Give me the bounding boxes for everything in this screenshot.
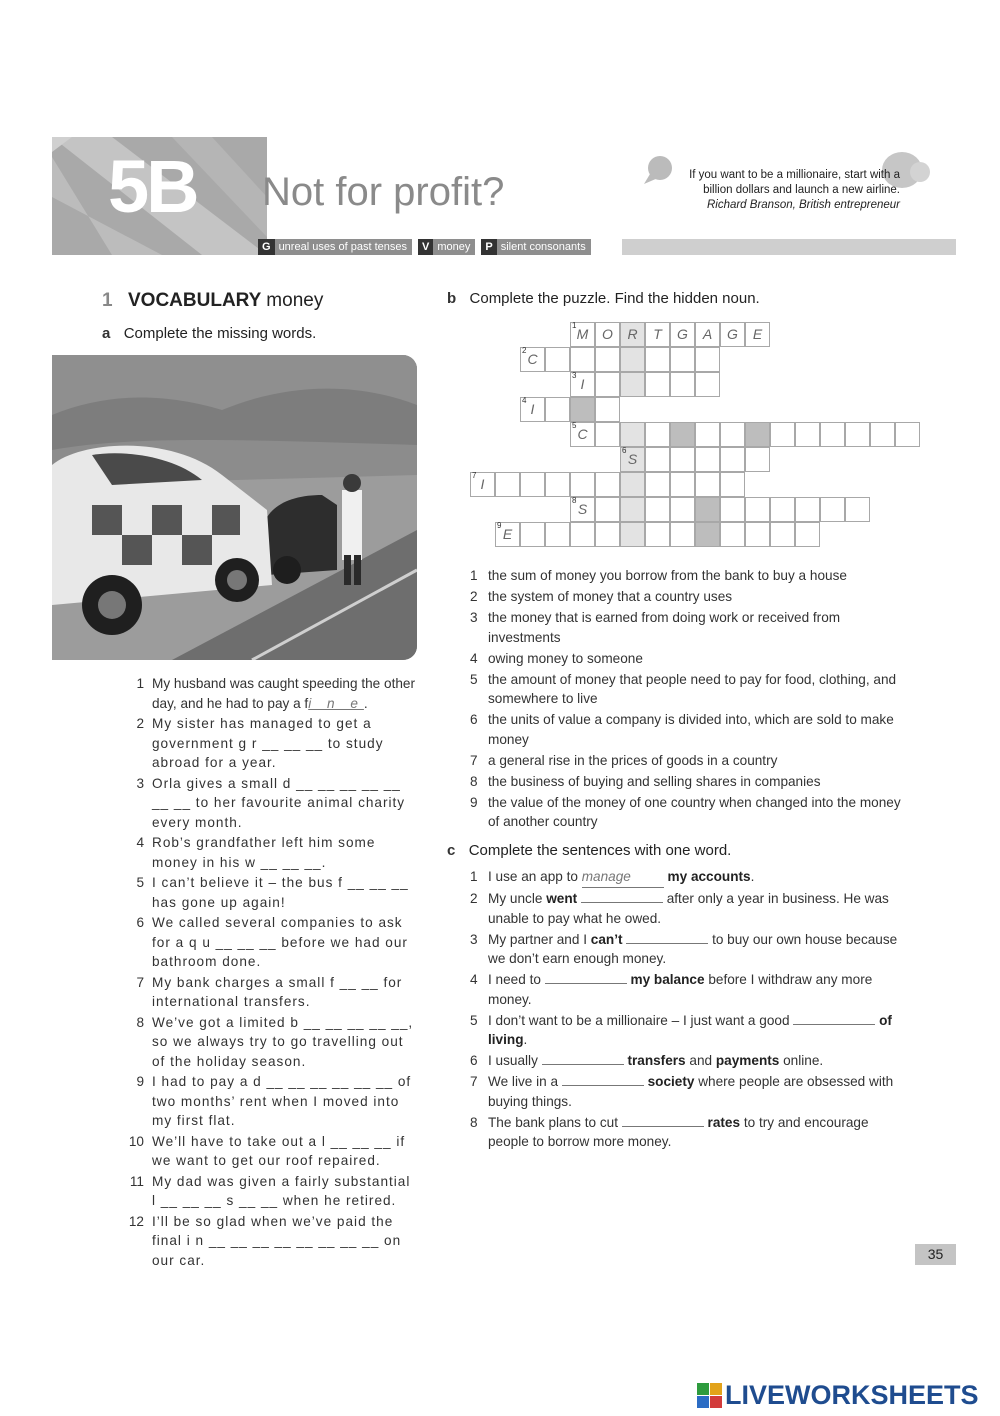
- crossword-cell[interactable]: [745, 522, 770, 547]
- section-title-rest: money: [266, 290, 324, 311]
- given-letter: M: [576, 326, 589, 342]
- crossword-cell[interactable]: [795, 522, 820, 547]
- sentence-end: where people are obsessed with buying things.: [488, 1074, 894, 1109]
- sentence-item: [470, 970, 910, 1009]
- crossword-cell[interactable]: [770, 422, 795, 447]
- tag-grammar: [258, 239, 412, 255]
- crossword-cell[interactable]: [670, 447, 695, 472]
- crossword-cell[interactable]: [595, 497, 620, 522]
- crossword-cell[interactable]: [720, 322, 745, 347]
- clue-item: [470, 608, 910, 647]
- clue-item: [470, 710, 910, 749]
- quote-line: If you want to be a millionaire, start with a: [689, 169, 900, 181]
- item-number: 5: [470, 1012, 478, 1028]
- answer-blank[interactable]: [793, 1011, 875, 1025]
- item-ending: .: [363, 695, 368, 711]
- given-letter: I: [530, 401, 535, 417]
- crossword-cell[interactable]: [620, 322, 645, 347]
- crossword-cell[interactable]: [745, 447, 770, 472]
- crossword-cell[interactable]: [545, 347, 570, 372]
- clue-number: 8: [572, 496, 577, 505]
- part-instruction: Complete the sentences with one word.: [468, 842, 732, 859]
- item-number: 9: [136, 1074, 144, 1089]
- crossword-cell[interactable]: [645, 322, 670, 347]
- item-sentence[interactable]: We called several companies to ask for a q u __ __ __ before we had our bathroom done.: [152, 915, 408, 969]
- item-sentence[interactable]: Rob’s grandfather left him some money in his w __ __ __.: [152, 835, 376, 870]
- item-number: 3: [470, 931, 478, 947]
- clue-number: 2: [522, 346, 527, 355]
- clue-number: 6: [622, 446, 627, 455]
- clue-text: the money that is earned from doing work or received from investments: [488, 610, 841, 645]
- crossword-cell[interactable]: [620, 497, 645, 522]
- crossword-cell[interactable]: [620, 422, 645, 447]
- item-number: 4: [136, 835, 144, 850]
- item-sentence[interactable]: We’ve got a limited b __ __ __ __ __, so we always try to go travelling out of the holiday season.: [152, 1014, 414, 1069]
- crossword-cell[interactable]: [645, 347, 670, 372]
- crossword-cell[interactable]: [770, 497, 795, 522]
- part-c-list: [470, 867, 910, 1153]
- crossword-cell[interactable]: [570, 347, 595, 372]
- section-number: 1: [102, 290, 113, 311]
- item-sentence[interactable]: My dad was given a fairly substantial l __ __ __ s __ __ when he retired.: [152, 1173, 411, 1208]
- keyword: can’t: [590, 931, 623, 947]
- answer-blank[interactable]: [562, 1072, 644, 1086]
- police-car-photo: [52, 355, 417, 660]
- item-number: 8: [470, 1114, 478, 1130]
- item-number: 7: [136, 974, 144, 990]
- clue-text: the sum of money you borrow from the bank to buy a house: [488, 568, 847, 583]
- crossword-cell[interactable]: [695, 347, 720, 372]
- crossword-cell[interactable]: [520, 522, 545, 547]
- page-title: Not for profit?: [262, 170, 505, 214]
- keyword: society: [647, 1074, 695, 1089]
- given-letter: I: [580, 376, 585, 392]
- item-number: 5: [136, 875, 144, 890]
- crossword-cell[interactable]: [620, 372, 645, 397]
- clue-text: the business of buying and selling shares in companies: [488, 773, 821, 789]
- crossword-cell[interactable]: [695, 522, 720, 547]
- page-number: 35: [915, 1244, 956, 1265]
- example-answer: manage: [582, 867, 664, 888]
- answer-blank[interactable]: [542, 1051, 624, 1065]
- item-number: 8: [136, 1014, 144, 1030]
- keyword: my accounts: [667, 869, 751, 884]
- sentence-start: I usually: [488, 1053, 538, 1068]
- clue-number: 8: [470, 773, 478, 789]
- list-item[interactable]: [118, 1212, 418, 1271]
- crossword-clues: [470, 566, 910, 833]
- crossword-cell[interactable]: [645, 497, 670, 522]
- clue-item: [470, 793, 910, 832]
- keyword: went: [546, 891, 578, 906]
- crossword-cell[interactable]: [645, 522, 670, 547]
- example-answer: i n e: [308, 695, 364, 711]
- item-sentence[interactable]: My bank charges a small f __ __ for international transfers.: [152, 974, 403, 1009]
- given-letter: R: [627, 326, 638, 342]
- crossword-cell[interactable]: [695, 472, 720, 497]
- item-text: [152, 674, 418, 713]
- crossword-cell[interactable]: [620, 522, 645, 547]
- sentence-item: [470, 889, 910, 928]
- crossword-cell[interactable]: [695, 372, 720, 397]
- crossword-cell[interactable]: [595, 322, 620, 347]
- given-letter: S: [627, 451, 638, 467]
- crossword-cell[interactable]: [695, 422, 720, 447]
- crossword-cell[interactable]: [720, 422, 745, 447]
- tag-pronunciation: [481, 239, 590, 255]
- item-number: 1: [136, 676, 144, 691]
- section-title: [128, 290, 323, 312]
- part-a-heading: [102, 325, 316, 343]
- answer-blank[interactable]: [622, 1113, 704, 1127]
- tag-key: P: [481, 239, 496, 255]
- liveworksheets-logo-icon: [697, 1383, 723, 1409]
- sentence-mid: and: [689, 1053, 713, 1068]
- crossword-cell[interactable]: [645, 422, 670, 447]
- sentence-item: [470, 867, 910, 888]
- keyword: rates: [707, 1114, 741, 1130]
- clue-item: [470, 772, 910, 792]
- item-number: 7: [470, 1074, 478, 1089]
- clue-number: 1: [572, 321, 577, 330]
- clue-text: the units of value a company is divided into, which are sold to make money: [488, 712, 894, 747]
- given-letter: C: [527, 351, 538, 367]
- quote-line: billion dollars and launch a new airline.: [703, 184, 900, 196]
- list-item[interactable]: [118, 714, 418, 773]
- part-c-heading: [447, 842, 731, 860]
- clue-number: 5: [572, 421, 577, 430]
- brand-logo: [697, 1382, 979, 1409]
- crossword-cell[interactable]: [570, 372, 595, 397]
- clue-item: [470, 649, 910, 669]
- sentence-start: We live in a: [488, 1074, 559, 1089]
- list-item[interactable]: [118, 913, 418, 972]
- item-number: 2: [136, 716, 144, 731]
- clue-number: 5: [470, 671, 478, 687]
- part-a-list: [118, 674, 418, 1271]
- crossword-cell[interactable]: [545, 472, 570, 497]
- given-letter: E: [502, 526, 513, 542]
- unit-number: 5B: [108, 145, 197, 228]
- crossword-cell[interactable]: [620, 472, 645, 497]
- section-title-bold: VOCABULARY: [128, 290, 262, 311]
- crossword-cell[interactable]: [520, 472, 545, 497]
- crossword-cell[interactable]: [570, 322, 595, 347]
- item-sentence[interactable]: My sister has managed to get a government g r __ __ __ to study abroad for a year.: [152, 716, 384, 770]
- crossword-cell[interactable]: [720, 522, 745, 547]
- crossword-cell[interactable]: [670, 322, 695, 347]
- answer-blank[interactable]: [545, 970, 627, 984]
- crossword-cell[interactable]: [595, 472, 620, 497]
- item-sentence: My husband was caught speeding the other day, and he had to pay a f: [152, 676, 415, 711]
- crossword-cell[interactable]: [820, 422, 845, 447]
- crossword-cell[interactable]: [795, 422, 820, 447]
- sentence-start: I use an app to: [488, 869, 578, 884]
- crossword-cell[interactable]: [620, 347, 645, 372]
- item-number: 12: [128, 1213, 144, 1229]
- crossword-cell[interactable]: [595, 372, 620, 397]
- list-item[interactable]: [118, 1172, 418, 1211]
- answer-blank[interactable]: [626, 930, 708, 944]
- clue-text: a general rise in the prices of goods in a country: [488, 752, 778, 768]
- sentence-start: I don’t want to be a millionaire – I just want a good: [488, 1012, 790, 1028]
- sentence-start: I need to: [488, 972, 541, 987]
- given-letter: S: [577, 501, 588, 517]
- given-letter: G: [677, 326, 688, 342]
- list-item[interactable]: [118, 1072, 418, 1131]
- list-item[interactable]: [118, 774, 418, 833]
- sentence-end: .: [750, 869, 755, 884]
- item-number: 6: [136, 915, 144, 930]
- sentence-start: My uncle: [488, 891, 543, 906]
- crossword-cell[interactable]: [645, 447, 670, 472]
- crossword-cell[interactable]: [595, 422, 620, 447]
- sentence-end: to buy our own house because we don’t earn enough money.: [488, 931, 898, 966]
- crossword-cell[interactable]: [670, 497, 695, 522]
- sentence-end: to try and encourage people to borrow more money.: [488, 1114, 869, 1149]
- clue-number: 3: [572, 371, 577, 380]
- crossword-cell[interactable]: [595, 522, 620, 547]
- clue-text: the value of the money of one country when changed into the money of another country: [488, 794, 901, 829]
- crossword-cell[interactable]: [670, 347, 695, 372]
- sentence-end: before I withdraw any more money.: [488, 972, 873, 1007]
- given-letter: G: [727, 326, 738, 342]
- part-b-heading: [447, 290, 760, 308]
- part-instruction: Complete the missing words.: [123, 325, 317, 342]
- crossword-cell[interactable]: [745, 422, 770, 447]
- tag-label: silent consonants: [500, 241, 586, 253]
- item-number: 1: [470, 869, 478, 884]
- tag-key: G: [258, 239, 275, 255]
- clue-item: [470, 751, 910, 771]
- item-sentence[interactable]: I’ll be so glad when we’ve paid the final i n __ __ __ __ __ __ __ __ on our car.: [152, 1213, 402, 1268]
- clue-number: 7: [472, 471, 477, 480]
- crossword-cell[interactable]: [720, 472, 745, 497]
- crossword-cell[interactable]: [645, 372, 670, 397]
- part-instruction: Complete the puzzle. Find the hidden noun.: [469, 290, 760, 307]
- crossword-cell[interactable]: [795, 497, 820, 522]
- tag-label: unreal uses of past tenses: [278, 241, 407, 253]
- clue-text: owing money to someone: [488, 650, 643, 666]
- crossword-cell[interactable]: [745, 497, 770, 522]
- list-item[interactable]: [118, 973, 418, 1012]
- given-letter: I: [480, 476, 485, 492]
- crossword-cell[interactable]: [570, 472, 595, 497]
- header-rule: [622, 239, 956, 255]
- tag-vocabulary: [418, 239, 475, 255]
- crossword-cell[interactable]: [895, 422, 920, 447]
- part-letter: b: [447, 290, 457, 307]
- clue-number: 1: [470, 568, 478, 583]
- clue-text: the system of money that a country uses: [488, 589, 733, 604]
- item-sentence[interactable]: I had to pay a d __ __ __ __ __ __ of two months’ rent when I moved into my first flat.: [152, 1074, 412, 1128]
- crossword-cell[interactable]: [670, 422, 695, 447]
- crossword-cell[interactable]: [670, 472, 695, 497]
- brand-name: LIVEWORKSHEETS: [725, 1380, 979, 1410]
- crossword-cell[interactable]: [570, 497, 595, 522]
- crossword-cell[interactable]: [545, 522, 570, 547]
- item-number: 4: [470, 972, 478, 987]
- crossword-grid[interactable]: [470, 322, 930, 552]
- list-item[interactable]: [118, 833, 418, 872]
- item-sentence[interactable]: Orla gives a small d __ __ __ __ __ __ __ to her favourite animal charity every month.: [152, 775, 406, 830]
- sentence-item: [470, 930, 910, 969]
- crossword-cell[interactable]: [545, 397, 570, 422]
- keyword: payments: [715, 1053, 780, 1068]
- keyword: my balance: [630, 972, 705, 987]
- crossword-cell[interactable]: [595, 347, 620, 372]
- list-item[interactable]: [118, 873, 418, 912]
- crossword-cell[interactable]: [495, 522, 520, 547]
- crossword-cell[interactable]: [745, 322, 770, 347]
- item-number: 3: [136, 775, 144, 791]
- crossword-cell[interactable]: [695, 497, 720, 522]
- item-number: 10: [128, 1133, 144, 1149]
- sentence-item: [470, 1113, 910, 1152]
- clue-number: 4: [470, 650, 478, 666]
- clue-number: 6: [470, 712, 478, 727]
- crossword-cell[interactable]: [570, 422, 595, 447]
- quote: [640, 168, 900, 213]
- sentence-start: The bank plans to cut: [488, 1114, 618, 1130]
- given-letter: T: [653, 326, 662, 342]
- given-letter: O: [602, 326, 613, 342]
- crossword-cell[interactable]: [620, 447, 645, 472]
- crossword-cell[interactable]: [870, 422, 895, 447]
- crossword-cell[interactable]: [845, 422, 870, 447]
- list-item: [118, 674, 418, 713]
- clue-number: 2: [470, 589, 478, 604]
- clue-number: 3: [470, 610, 478, 625]
- crossword-cell[interactable]: [695, 322, 720, 347]
- item-number: 2: [470, 891, 478, 906]
- tag-key: V: [418, 239, 433, 255]
- sentence-item: [470, 1011, 910, 1050]
- part-letter: a: [102, 325, 111, 342]
- given-letter: E: [752, 326, 763, 342]
- sentence-end: online.: [783, 1053, 824, 1068]
- crossword-cell[interactable]: [495, 472, 520, 497]
- topic-tags: [258, 239, 591, 255]
- clue-number: 9: [497, 521, 502, 530]
- clue-text: the amount of money that people need to pay for food, clothing, and somewhere to live: [488, 671, 897, 706]
- crossword-cell[interactable]: [770, 522, 795, 547]
- crossword-cell[interactable]: [470, 472, 495, 497]
- sentence-item: [470, 1051, 910, 1071]
- item-number: 6: [470, 1053, 478, 1068]
- crossword-cell[interactable]: [695, 447, 720, 472]
- sentence-start: My partner and I: [488, 931, 587, 947]
- item-number: 11: [129, 1173, 144, 1189]
- keyword: transfers: [627, 1053, 686, 1068]
- list-item[interactable]: [118, 1013, 418, 1072]
- crossword-cell[interactable]: [570, 397, 595, 422]
- clue-item: [470, 587, 910, 607]
- list-item[interactable]: [118, 1132, 418, 1171]
- crossword-cell[interactable]: [520, 347, 545, 372]
- sentence-end: after only a year in business. He was unable to pay what he owed.: [488, 891, 889, 926]
- keyword: of living: [488, 1012, 892, 1047]
- crossword-cell[interactable]: [720, 497, 745, 522]
- answer-blank[interactable]: [581, 889, 663, 903]
- clue-number: 9: [470, 794, 478, 810]
- given-letter: A: [702, 326, 713, 342]
- clue-number: 4: [522, 396, 527, 405]
- crossword-cell[interactable]: [645, 472, 670, 497]
- tag-label: money: [437, 241, 471, 253]
- clue-number: 7: [470, 752, 478, 768]
- part-letter: c: [447, 842, 456, 859]
- quote-author: Richard Branson, British entrepreneur: [706, 199, 900, 211]
- crossword-cell[interactable]: [595, 397, 620, 422]
- crossword-cell[interactable]: [520, 397, 545, 422]
- sentence-end: .: [523, 1032, 528, 1047]
- crossword-cell[interactable]: [820, 497, 845, 522]
- item-sentence[interactable]: I can’t believe it – the bus f __ __ __ has gone up again!: [152, 875, 409, 910]
- given-letter: C: [577, 426, 588, 442]
- clue-item: [470, 566, 910, 586]
- crossword-cell[interactable]: [720, 447, 745, 472]
- crossword-cell[interactable]: [570, 522, 595, 547]
- sentence-item: [470, 1072, 910, 1111]
- crossword-cell[interactable]: [670, 522, 695, 547]
- clue-item: [470, 670, 910, 709]
- crossword-cell[interactable]: [670, 372, 695, 397]
- crossword-cell[interactable]: [845, 497, 870, 522]
- item-sentence[interactable]: We’ll have to take out a l __ __ __ if we want to get our roof repaired.: [152, 1133, 406, 1168]
